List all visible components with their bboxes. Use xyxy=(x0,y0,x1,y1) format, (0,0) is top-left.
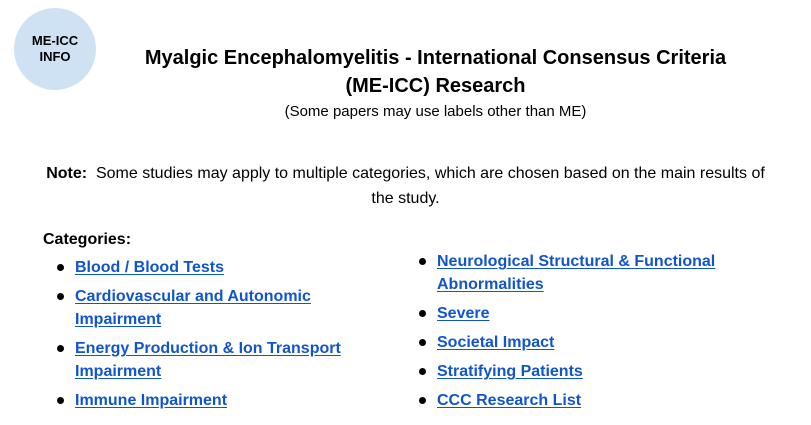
page-title-line-2: (ME-ICC) Research xyxy=(345,75,526,97)
bullet-icon xyxy=(57,397,64,404)
bullet-icon xyxy=(57,345,64,352)
category-link-societal-impact[interactable]: Societal Impact xyxy=(437,334,555,351)
category-link-ccc-research-list[interactable]: CCC Research List xyxy=(437,392,582,409)
category-link-immune-impairment[interactable]: Immune Impairment xyxy=(75,392,228,409)
category-link-neurological[interactable]: Neurological Structural & Functional Abnormalities xyxy=(437,253,716,293)
bullet-icon xyxy=(419,397,426,404)
category-link-stratifying-patients[interactable]: Stratifying Patients xyxy=(437,363,583,380)
list-item xyxy=(75,389,385,412)
note-label: Note: xyxy=(46,165,88,182)
page-title xyxy=(60,44,811,100)
bullet-icon xyxy=(57,264,64,271)
list-item xyxy=(437,250,767,296)
bullet-icon xyxy=(57,293,64,300)
categories-heading: Categories: xyxy=(43,231,132,248)
note-text: Some studies may apply to multiple categories, which are chosen based on the main results of the study. xyxy=(95,165,765,207)
logo-line-2: INFO xyxy=(39,49,71,64)
bullet-icon xyxy=(419,310,426,317)
logo-line-1: ME-ICC xyxy=(31,33,79,48)
page-header xyxy=(60,44,811,122)
category-link-severe[interactable]: Severe xyxy=(437,305,490,322)
list-item xyxy=(437,360,767,383)
list-item xyxy=(75,337,385,383)
list-item xyxy=(75,285,385,331)
categories-list-right xyxy=(437,250,767,418)
page-title-line-1: Myalgic Encephalomyelitis - International Consensus Criteria xyxy=(144,47,727,69)
bullet-icon xyxy=(419,368,426,375)
list-item xyxy=(75,256,385,279)
category-link-blood-tests[interactable]: Blood / Blood Tests xyxy=(75,259,225,276)
note-paragraph xyxy=(40,161,771,211)
bullet-icon xyxy=(419,258,426,265)
category-link-energy-production[interactable]: Energy Production & Ion Transport Impairment xyxy=(75,340,341,380)
page-subtitle: (Some papers may use labels other than ME) xyxy=(284,103,587,120)
list-item xyxy=(437,389,767,412)
categories-list-left xyxy=(75,256,385,418)
list-item xyxy=(437,302,767,325)
category-link-cardiovascular-autonomic[interactable]: Cardiovascular and Autonomic Impairment xyxy=(75,288,311,328)
bullet-icon xyxy=(419,339,426,346)
list-item xyxy=(437,331,767,354)
